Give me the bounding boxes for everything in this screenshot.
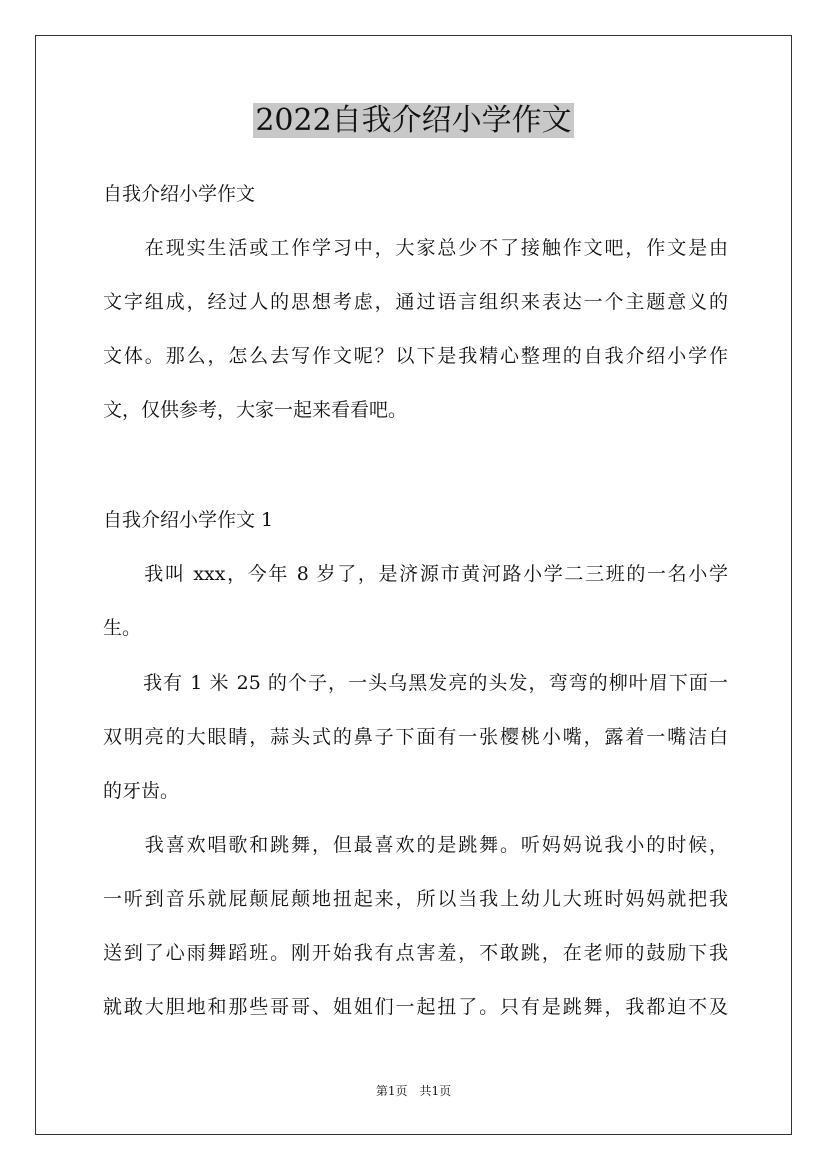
document-title-wrap — [0, 100, 827, 142]
document-title: 2022自我介绍小学作文 — [255, 103, 572, 138]
text-line: 我有 1 米 25 的个子，一头乌黑发亮的头发，弯弯的柳叶眉下面一 — [103, 672, 728, 694]
text-line: 生。 — [103, 617, 142, 639]
text-line: 在现实生活或工作学习中，大家总少不了接触作文吧，作文是由 — [103, 237, 728, 259]
text-line: 文体。那么，怎么去写作文呢？以下是我精心整理的自我介绍小学作 — [103, 345, 728, 367]
text-line: 我叫 xxx，今年 8 岁了，是济源市黄河路小学二三班的一名小学 — [103, 563, 728, 585]
section-heading: 自我介绍小学作文 1 — [103, 509, 274, 531]
text-line: 的牙齿。 — [103, 780, 180, 802]
text-line: 一听到音乐就屁颠屁颠地扭起来，所以当我上幼儿大班时妈妈就把我 — [103, 888, 728, 910]
text-line: 双明亮的大眼睛，蒜头式的鼻子下面有一张樱桃小嘴，露着一嘴洁白 — [103, 726, 728, 748]
text-line: 就敢大胆地和那些哥哥、姐姐们一起扭了。只有是跳舞，我都迫不及 — [103, 996, 728, 1018]
text-line: 文字组成，经过人的思想考虑，通过语言组织来表达一个主题意义的 — [103, 291, 728, 313]
text-line: 我喜欢唱歌和跳舞，但最喜欢的是跳舞。听妈妈说我小的时候， — [103, 834, 728, 856]
section-heading: 自我介绍小学作文 — [103, 183, 256, 205]
text-line: 送到了心雨舞蹈班。刚开始我有点害羞，不敢跳，在老师的鼓励下我 — [103, 942, 728, 964]
page-footer: 第1页 共1页 — [375, 1084, 452, 1098]
text-line: 文，仅供参考，大家一起来看看吧。 — [103, 399, 408, 421]
